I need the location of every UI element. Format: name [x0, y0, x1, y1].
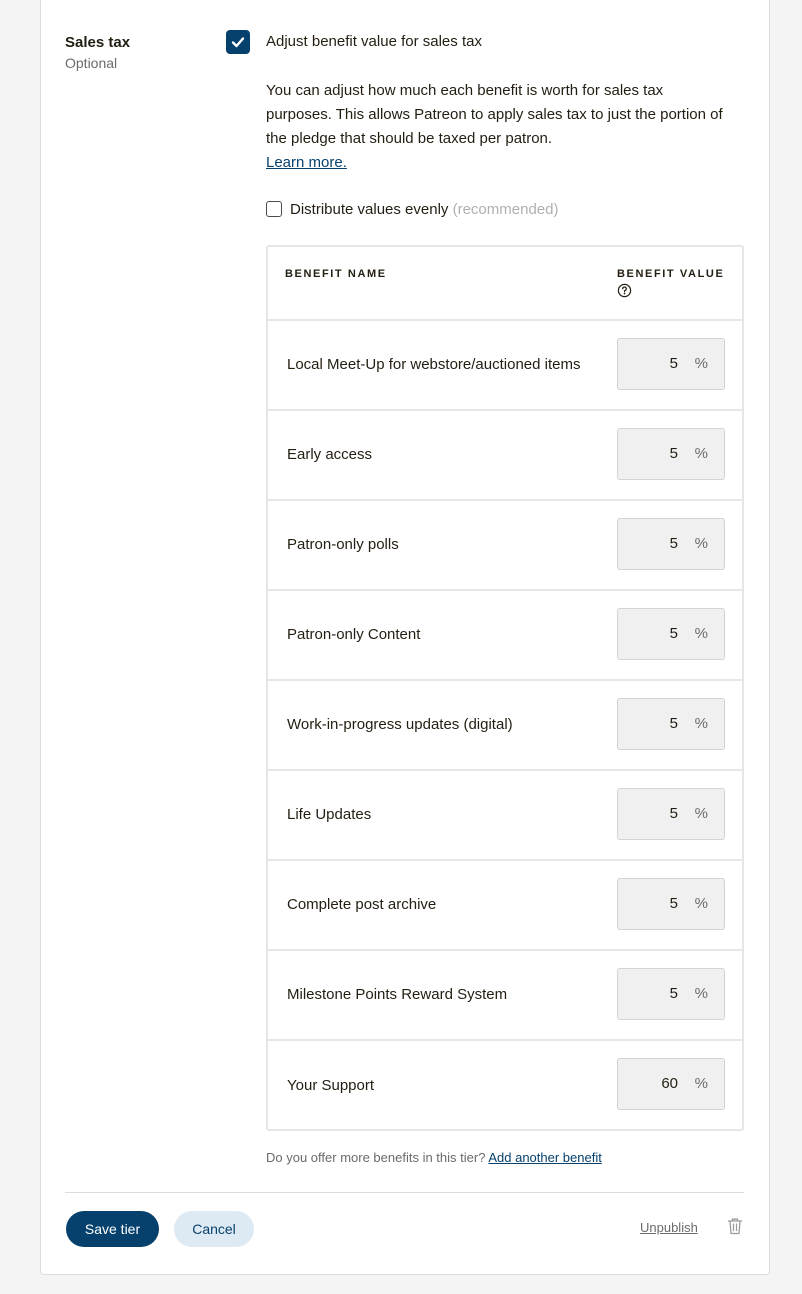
benefit-value-input[interactable] [617, 788, 725, 840]
table-row [268, 321, 742, 411]
table-row [268, 861, 742, 951]
question-circle-icon[interactable] [617, 283, 632, 298]
percent-unit: % [694, 985, 708, 1002]
benefit-name: Patron-only polls [287, 536, 399, 553]
benefit-value-input[interactable] [617, 518, 725, 570]
table-row [268, 591, 742, 681]
table-row [268, 1041, 742, 1131]
table-row [268, 681, 742, 771]
benefit-value-input[interactable] [617, 428, 725, 480]
benefit-value-input[interactable] [617, 608, 725, 660]
table-row [268, 951, 742, 1041]
percent-unit: % [694, 625, 708, 642]
benefit-value: 5 [669, 895, 678, 912]
table-row [268, 771, 742, 861]
percent-unit: % [694, 895, 708, 912]
cancel-button[interactable]: Cancel [174, 1211, 254, 1247]
percent-unit: % [694, 445, 708, 462]
sales-tax-section-label [65, 34, 130, 71]
benefit-value: 5 [669, 715, 678, 732]
benefit-value-input[interactable] [617, 1058, 725, 1110]
benefit-name: Your Support [287, 1077, 375, 1094]
distribute-evenly-label[interactable] [290, 201, 558, 218]
benefit-value: 5 [669, 985, 678, 1002]
benefit-value-input[interactable] [617, 698, 725, 750]
description-text: You can adjust how much each benefit is worth for sales tax purposes. This allows Patreon to apply sales tax to just the portion of the pledge that should be taxed per patron. [266, 82, 723, 147]
benefit-name: Patron-only Content [287, 626, 421, 643]
benefit-value: 60 [661, 1075, 678, 1092]
add-benefit-question: Do you offer more benefits in this tier? [266, 1150, 486, 1165]
percent-unit: % [694, 355, 708, 372]
column-header-benefit-name: BENEFIT NAME [285, 268, 387, 280]
add-benefit-prompt [266, 1150, 602, 1165]
distribute-label-text: Distribute values evenly [290, 201, 449, 218]
benefit-value-input[interactable] [617, 968, 725, 1020]
benefit-name: Local Meet-Up for webstore/auctioned items [287, 356, 581, 373]
section-optional-label: Optional [65, 55, 118, 71]
save-tier-button[interactable]: Save tier [66, 1211, 159, 1247]
percent-unit: % [694, 1075, 708, 1092]
benefit-name: Work-in-progress updates (digital) [287, 716, 513, 733]
benefit-value: 5 [669, 625, 678, 642]
benefit-value: 5 [669, 535, 678, 552]
benefit-name: Early access [287, 446, 373, 463]
benefit-value: 5 [669, 355, 678, 372]
footer-divider [65, 1192, 744, 1193]
table-row [268, 411, 742, 501]
section-title: Sales tax [65, 34, 131, 51]
tier-editor-card [40, 0, 770, 1275]
adjust-sales-tax-label[interactable]: Adjust benefit value for sales tax [266, 33, 482, 50]
benefit-value: 5 [669, 445, 678, 462]
percent-unit: % [694, 805, 708, 822]
add-another-benefit-link[interactable]: Add another benefit [488, 1150, 602, 1165]
percent-unit: % [694, 715, 708, 732]
unpublish-link[interactable]: Unpublish [640, 1220, 698, 1235]
benefit-value: 5 [669, 805, 678, 822]
benefit-name: Complete post archive [287, 896, 437, 913]
table-header [268, 247, 742, 321]
benefit-value-input[interactable] [617, 338, 725, 390]
recommended-hint: (recommended) [452, 201, 559, 218]
percent-unit: % [694, 535, 708, 552]
learn-more-link[interactable]: Learn more. [266, 154, 347, 171]
benefit-name: Milestone Points Reward System [287, 986, 508, 1003]
trash-icon[interactable] [727, 1217, 743, 1235]
adjust-sales-tax-checkbox[interactable] [226, 30, 250, 54]
benefit-value-input[interactable] [617, 878, 725, 930]
distribute-evenly-checkbox[interactable] [266, 201, 282, 217]
check-icon [230, 34, 246, 50]
table-row [268, 501, 742, 591]
sales-tax-description [266, 79, 726, 175]
benefit-values-table [266, 245, 744, 1131]
benefit-name: Life Updates [287, 806, 372, 823]
column-header-benefit-value: BENEFIT VALUE [617, 268, 725, 280]
